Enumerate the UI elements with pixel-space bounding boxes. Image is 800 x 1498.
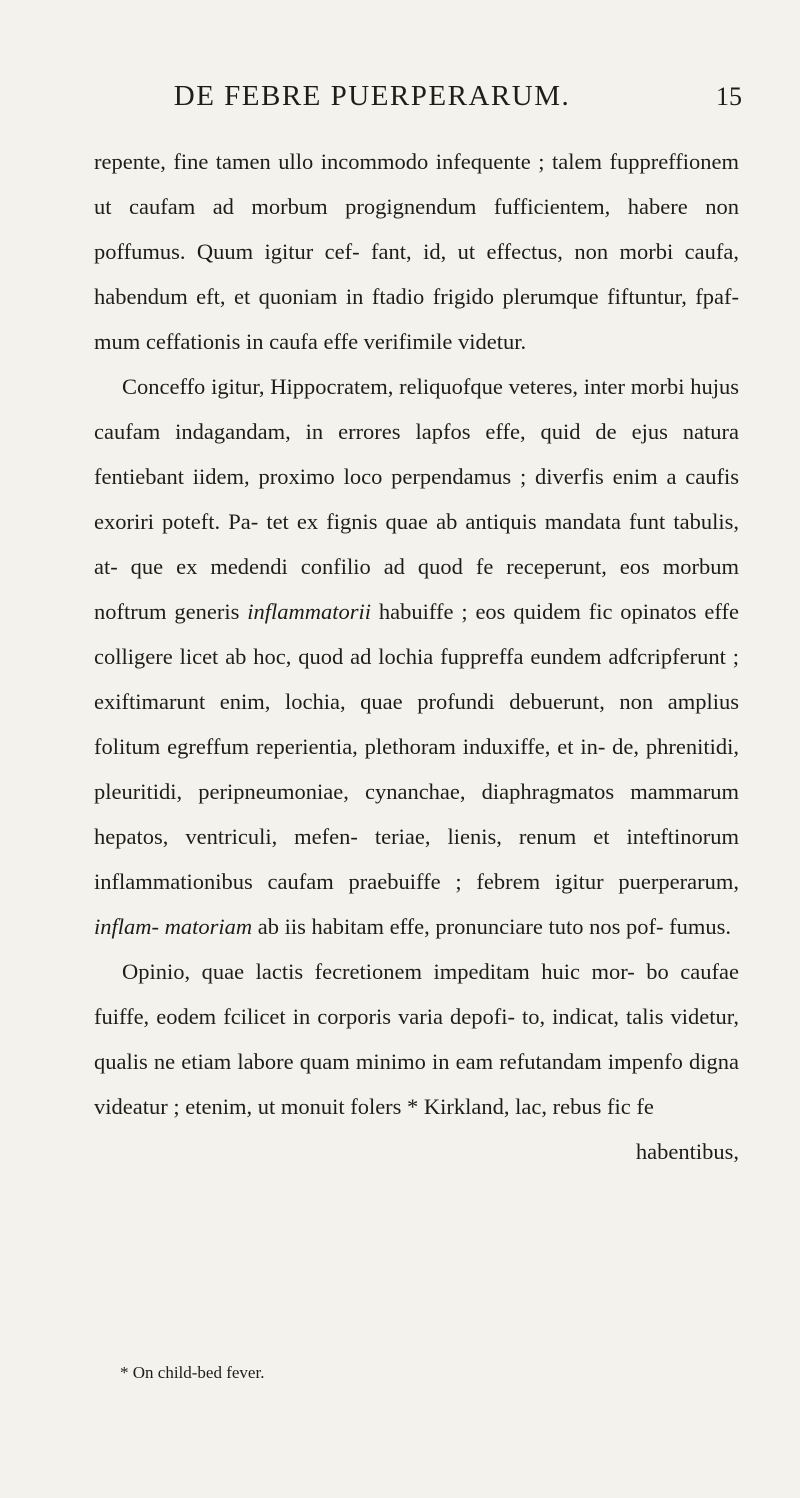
footnote: * On child-bed fever.	[120, 1363, 265, 1382]
running-head	[92, 80, 742, 120]
text-run: repente, fine tamen ullo incommodo infequente ; talem fuppreffionem ut caufam ad morbum progignendum fufficientem, habere non poffumus. Quum igitur cef- fant, id, ut effectus, non morbi caufa, habendum eft, et quoniam in ftadio frigido plerumque fiftuntur, fpaf- mum ceffationis in caufa effe verifimile videtur.	[94, 149, 739, 354]
paragraph-2	[94, 364, 739, 949]
italic-term: inflammatorii	[247, 599, 371, 624]
body-text	[94, 139, 739, 1174]
text-run: Opinio, quae lactis fecretionem impeditam huic mor- bo caufae fuiffe, eodem fcilicet in corporis varia depofi- to, indicat, talis videtur, qualis ne etiam labore quam minimo in eam refutandam impenfo digna videatur ; etenim, ut monuit folers * Kirkland, lac, rebus fic fe	[94, 959, 739, 1119]
catchword: habentibus,	[635, 1139, 739, 1164]
paragraph-1	[94, 139, 739, 364]
text-run: Conceffo igitur, Hippocratem, reliquofque veteres, inter morbi hujus caufam indagandam, in errores lapfos effe, quid de ejus natura fentiebant iidem, proximo loco perpendamus ; diverfis enim a caufis exoriri poteft. Pa- tet ex fignis quae ab antiquis mandata funt tabulis, at- que ex medendi confilio ad quod fe receperunt, eos morbum noftrum generis	[94, 374, 739, 624]
paragraph-3	[94, 949, 739, 1129]
page-number: 15	[716, 82, 742, 111]
text-run: ab iis habitam effe, pronunciare tuto nos pof- fumus.	[252, 914, 731, 939]
italic-term: inflam- matoriam	[94, 914, 253, 939]
running-title: DE FEBRE PUERPERARUM.	[173, 80, 571, 112]
text-run: habuiffe ; eos quidem fic opinatos effe colligere licet ab hoc, quod ad lochia fuppreffa eundem adfcripferunt ; exiftimarunt enim, lochia, quae profundi debuerunt, non amplius folitum egreffum reperientia, plethoram induxiffe, et in- de, phrenitidi, pleuritidi, peripneumoniae, cynanchae, diaphragmatos mammarum hepatos, ventriculi, mefen- teriae, lienis, renum et inteftinorum inflammationibus caufam praebuiffe ; febrem igitur puerperarum,	[94, 599, 739, 894]
